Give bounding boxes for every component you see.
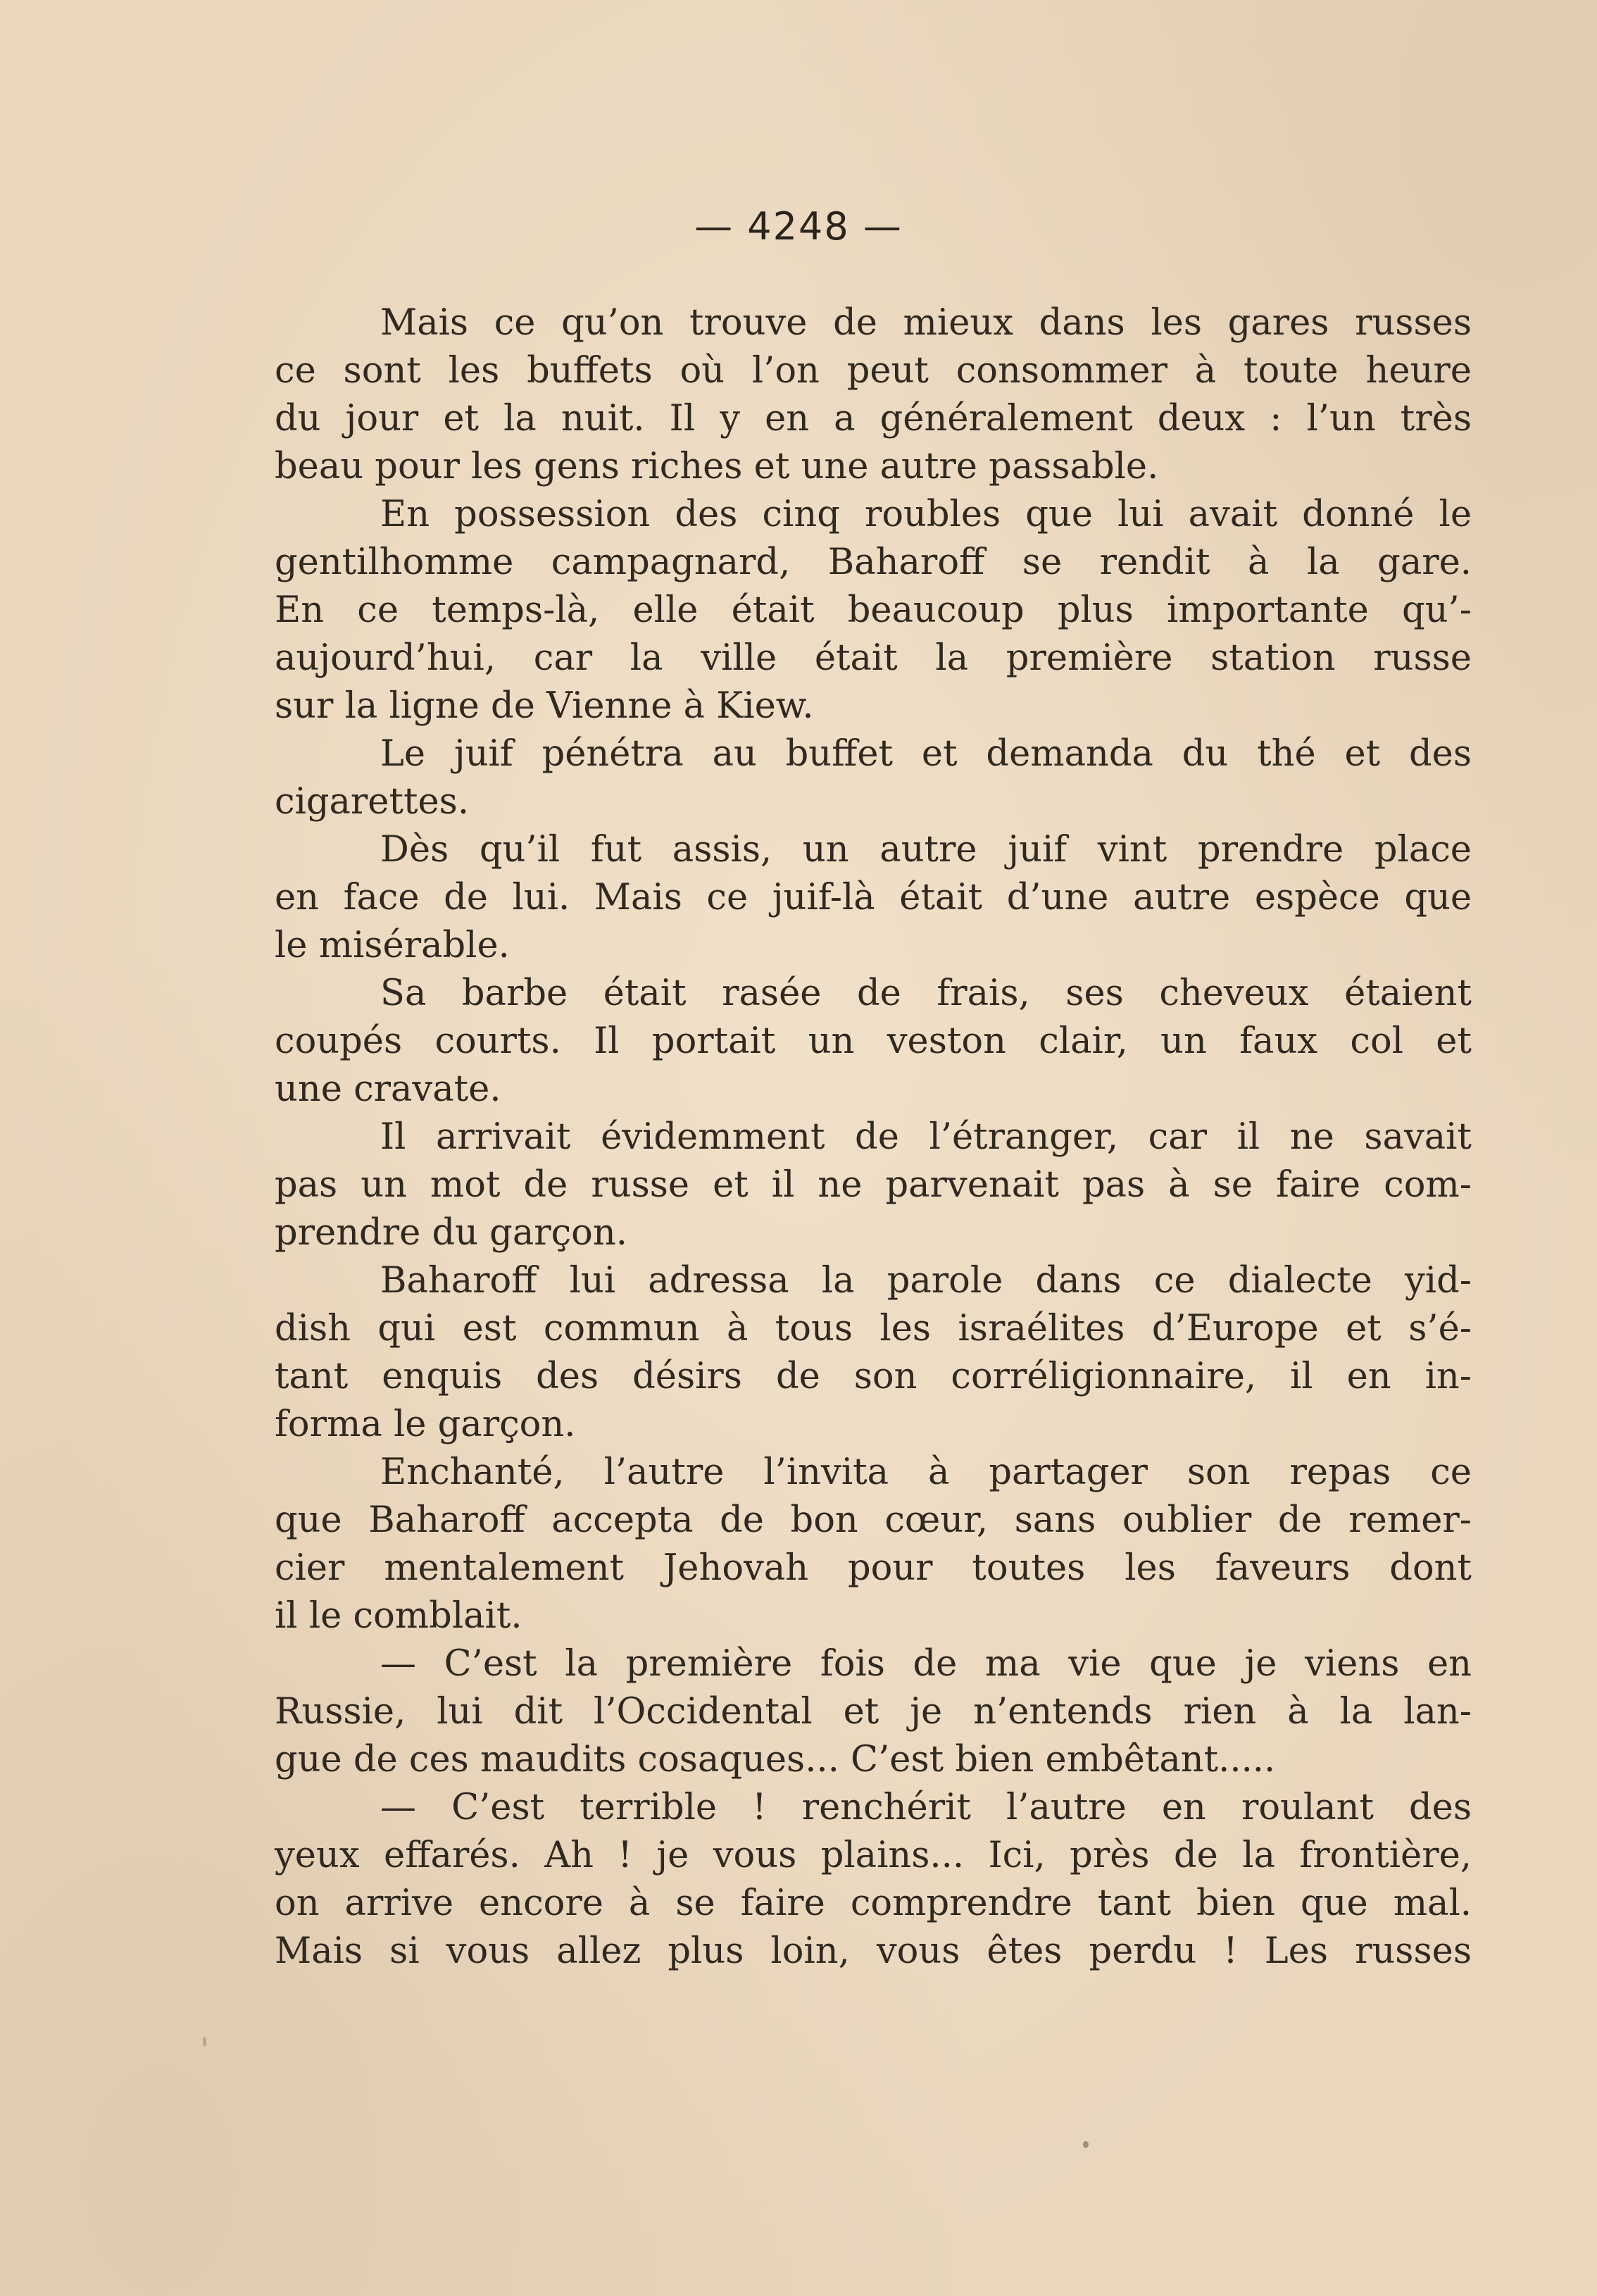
- text-line: il le comblait.: [275, 1595, 522, 1637]
- text-line: — C’est terrible ! renchérit l’autre en roulant des: [380, 1787, 1472, 1828]
- paper-speck: [203, 2037, 206, 2047]
- text-line: Mais ce qu’on trouve de mieux dans les gares russes: [380, 302, 1472, 344]
- text-line: Baharoff lui adressa la parole dans ce dialecte yid-: [380, 1260, 1472, 1302]
- text-line: gue de ces maudits cosaques... C’est bien embêtant.....: [275, 1739, 1276, 1780]
- text-line: Dès qu’il fut assis, un autre juif vint prendre place: [380, 829, 1472, 871]
- text-line: Le juif pénétra au buffet et demanda du thé et des: [380, 733, 1472, 775]
- text-line: En possession des cinq roubles que lui avait donné le: [380, 494, 1472, 535]
- text-line: Il arrivait évidemment de l’étranger, car il ne savait: [380, 1116, 1472, 1158]
- text-line: coupés courts. Il portait un veston clair, un faux col et: [275, 1021, 1472, 1062]
- text-line: beau pour les gens riches et une autre passable.: [275, 446, 1159, 487]
- text-line: en face de lui. Mais ce juif-là était d’une autre espèce que: [275, 877, 1472, 918]
- text-line: Mais si vous allez plus loin, vous êtes perdu ! Les russes: [275, 1930, 1472, 1972]
- text-line: on arrive encore à se faire comprendre tant bien que mal.: [275, 1883, 1472, 1924]
- text-line: du jour et la nuit. Il y en a généralement deux : l’un très: [275, 398, 1472, 439]
- text-line: prendre du garçon.: [275, 1212, 627, 1254]
- text-line: Russie, lui dit l’Occidental et je n’entends rien à la lan-: [275, 1691, 1472, 1733]
- text-line: Enchanté, l’autre l’invita à partager son repas ce: [380, 1452, 1472, 1493]
- text-line: le misérable.: [275, 925, 510, 966]
- text-line: yeux effarés. Ah ! je vous plains... Ici, près de la frontière,: [275, 1835, 1472, 1876]
- text-line: que Baharoff accepta de bon cœur, sans oublier de remer-: [275, 1499, 1472, 1541]
- text-line: forma le garçon.: [275, 1404, 576, 1445]
- text-line: En ce temps-là, elle était beaucoup plus importante qu’-: [275, 589, 1472, 631]
- text-line: Sa barbe était rasée de frais, ses cheveux étaient: [380, 973, 1472, 1014]
- text-line: ce sont les buffets où l’on peut consommer à toute heure: [275, 350, 1472, 392]
- text-line: une cravate.: [275, 1068, 501, 1110]
- text-line: — C’est la première fois de ma vie que je viens en: [380, 1643, 1472, 1685]
- text-line: cigarettes.: [275, 781, 470, 823]
- paper-speck: [1083, 2141, 1089, 2148]
- text-line: sur la ligne de Vienne à Kiew.: [275, 685, 814, 727]
- text-line: cier mentalement Jehovah pour toutes les faveurs dont: [275, 1547, 1472, 1589]
- text-line: pas un mot de russe et il ne parvenait pas à se faire com-: [275, 1164, 1472, 1206]
- text-line: gentilhomme campagnard, Baharoff se rendit à la gare.: [275, 542, 1472, 583]
- body-text: [275, 299, 1472, 1976]
- text-line: tant enquis des désirs de son corréligionnaire, il en in-: [275, 1356, 1472, 1397]
- page-number: — 4248 —: [694, 204, 903, 249]
- text-line: aujourd’hui, car la ville était la première station russe: [275, 637, 1472, 679]
- text-line: dish qui est commun à tous les israélites d’Europe et s’é-: [275, 1308, 1472, 1349]
